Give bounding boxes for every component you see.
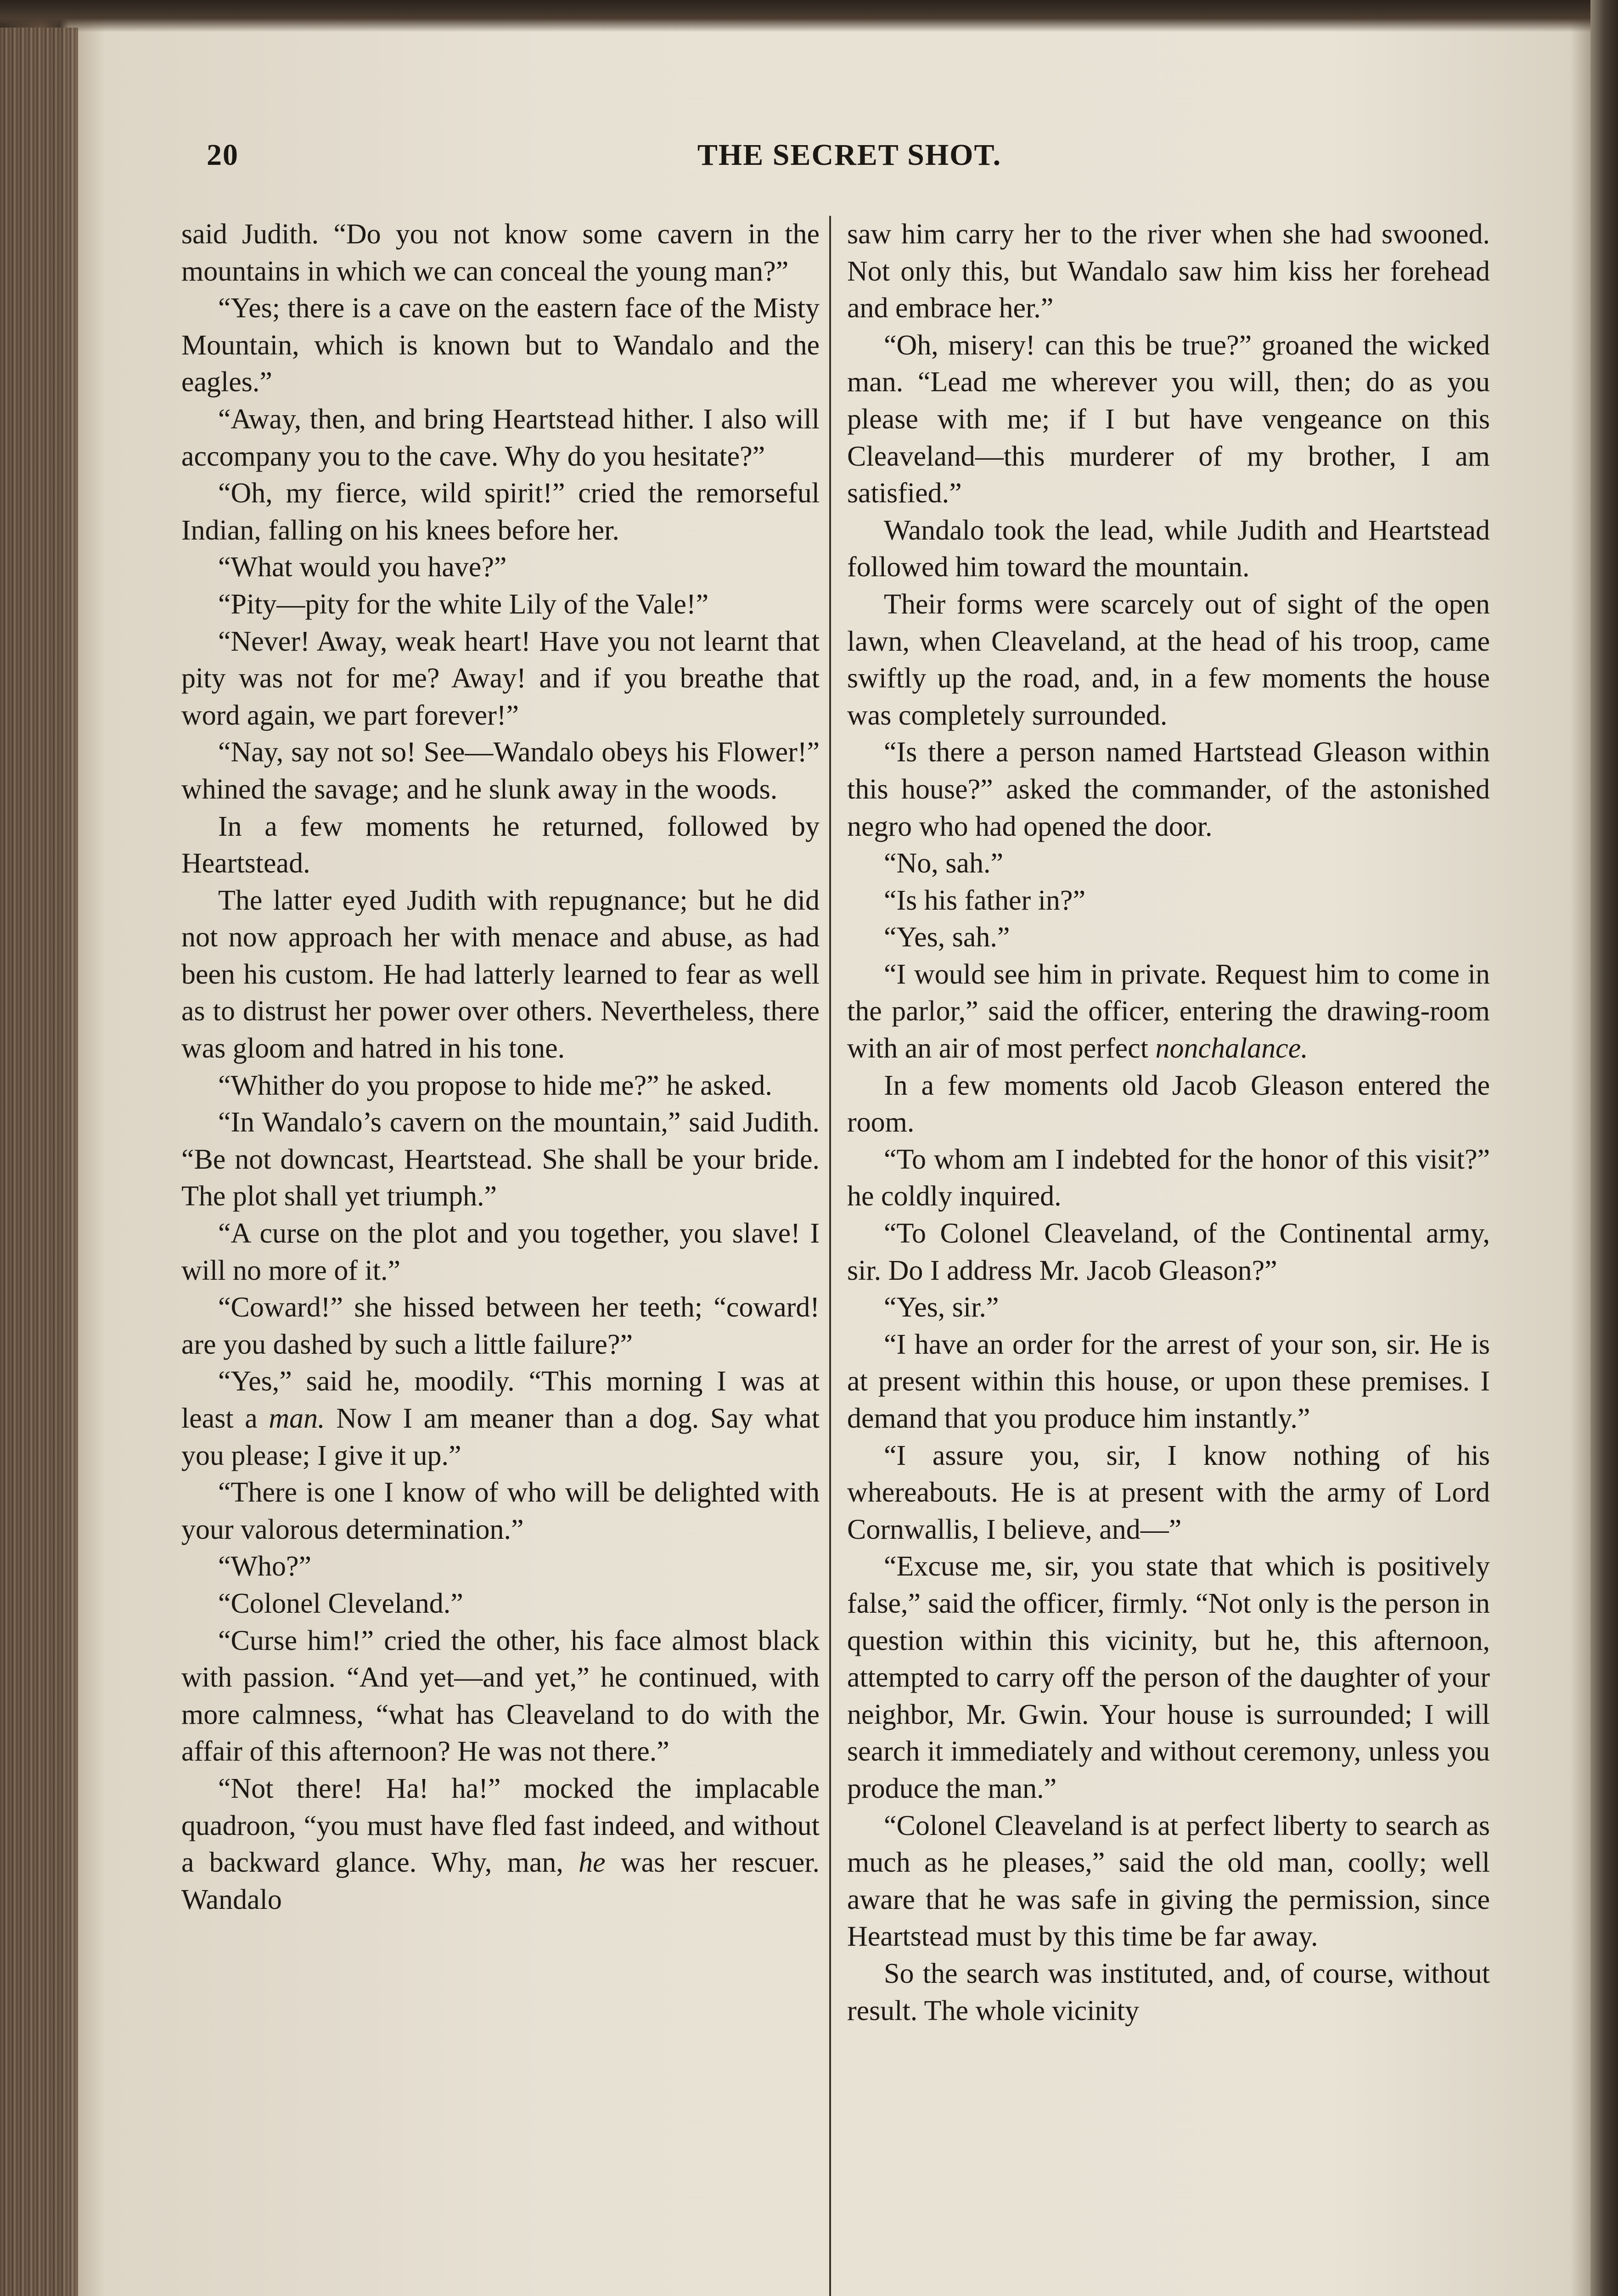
paragraph: “Never! Away, weak heart! Have you not learnt that pity was not for me? Away! and if you breathe that word again, we part forever!” [181,625,820,731]
paragraph: “Coward!” she hissed between her teeth; “coward! are you dashed by such a little failure?” [181,1292,820,1360]
paragraph: “A curse on the plot and you together, you slave! I will no more of it.” [181,1218,820,1286]
paragraph: “Curse him!” cried the other, his face almost black with passion. “And yet—and yet,” he continued, with more calmness, “what has Cleaveland to do with the affair of this afternoon? He was not there.” [181,1625,820,1767]
paragraph: “Excuse me, sir, you state that which is positively false,” said the officer, firmly. “Not only is the person in question within this vicinity, but he, this afternoon, attempted to carry off the person of the daughter of your neighbor, Mr. Gwin. Your house is surrounded; I will search it immediately and without ceremony, unless you produce the man.” [847,1551,1490,1804]
paragraph: “Oh, misery! can this be true?” groaned the wicked man. “Lead me wherever you will, then; do as you please with me; if I but have vengeance on this Cleaveland—this murderer of my brother, I am satisfied.” [847,329,1490,509]
right-text-column [847,216,1490,2029]
page-edge-stack [0,28,78,2296]
left-text-column [181,216,820,1918]
paragraph: “Is there a person named Hartstead Gleason within this house?” asked the commander, of the astonished negro who had opened the door. [847,737,1490,842]
paragraph: “Yes, sah.” [884,922,1010,953]
paragraph: In a few moments old Jacob Gleason entered the room. [847,1069,1490,1138]
paragraph: “Pity—pity for the white Lily of the Vale!” [218,588,709,620]
paragraph: “Is his father in?” [884,884,1085,916]
paragraph: “Colonel Cleaveland is at perfect liberty to search as much as he pleases,” said the old man, coolly; well aware that he was safe in giving the permission, since Heartstead must by this time be far away. [847,1810,1490,1953]
right-page-edge [1590,0,1618,2296]
paragraph: said Judith. “Do you not know some cavern in the mountains in which we can conceal the young man?” [181,219,820,287]
paragraph: So the search was instituted, and, of course, without result. The whole vicinity [847,1958,1490,2026]
paragraph: “Colonel Cleveland.” [218,1587,463,1619]
paragraph: Their forms were scarcely out of sight of the open lawn, when Cleaveland, at the head of his troop, came swiftly up the road, and, in a few moments the house was completely surrounded. [847,588,1490,731]
paragraph: “Yes,” said he, moodily. “This morning I was at least a man. Now I am meaner than a dog. Say what you please; I give it up.” [181,1366,820,1471]
page-header [202,138,1497,188]
paragraph: “I assure you, sir, I know nothing of his whereabouts. He is at present with the army of Lord Cornwallis, I believe, and—” [847,1440,1490,1545]
paragraph: Wandalo took the lead, while Judith and Heartstead followed him toward the mountain. [847,514,1490,583]
page-number: 20 [207,138,239,172]
paragraph: “To whom am I indebted for the honor of this visit?” he coldly inquired. [847,1143,1490,1212]
paragraph: “There is one I know of who will be delighted with your valorous determination.” [181,1477,820,1545]
paragraph: “To Colonel Cleaveland, of the Continental army, sir. Do I address Mr. Jacob Gleason?” [847,1218,1490,1286]
paragraph: “I have an order for the arrest of your son, sir. He is at present within this house, or upon these premises. I demand that you produce him instantly.” [847,1328,1490,1434]
paragraph: “Not there! Ha! ha!” mocked the implacable quadroon, “you must have fled fast indeed, and without a backward glance. Why, man, he was her rescuer. Wandalo [181,1773,820,1915]
paragraph: saw him carry her to the river when she had swooned. Not only this, but Wandalo saw him kiss her forehead and embrace her.” [847,219,1490,324]
paragraph: “In Wandalo’s cavern on the mountain,” said Judith. “Be not downcast, Heartstead. She shall be your bride. The plot shall yet triumph.” [181,1107,820,1212]
top-shadow [0,0,1618,32]
paragraph: “I would see him in private. Request him to come in the parlor,” said the officer, entering the drawing-room with an air of most perfect nonchalance. [847,958,1490,1064]
paragraph: “What would you have?” [218,551,507,583]
paragraph: “Yes, sir.” [884,1292,999,1323]
paragraph: “Who?” [218,1551,312,1582]
paragraph: “No, sah.” [884,848,1003,879]
paragraph: In a few moments he returned, followed by Heartstead. [181,810,820,879]
paragraph: “Nay, say not so! See—Wandalo obeys his Flower!” whined the savage; and he slunk away in the woods. [181,737,820,805]
running-title: THE SECRET SHOT. [697,138,1002,172]
paragraph: “Oh, my fierce, wild spirit!” cried the remorseful Indian, falling on his knees before her. [181,478,820,546]
paragraph: “Away, then, and bring Heartstead hither. I also will accompany you to the cave. Why do you hesitate?” [181,403,820,472]
paragraph: “Yes; there is a cave on the eastern face of the Misty Mountain, which is known but to Wandalo and the eagles.” [181,293,820,398]
column-rule [829,216,831,2296]
paragraph: The latter eyed Judith with repugnance; but he did not now approach her with menace and abuse, as had been his custom. He had latterly learned to fear as well as to distrust her power over others. Nevertheless, there was gloom and hatred in his tone. [181,884,820,1064]
paragraph: “Whither do you propose to hide me?” he asked. [218,1069,772,1101]
